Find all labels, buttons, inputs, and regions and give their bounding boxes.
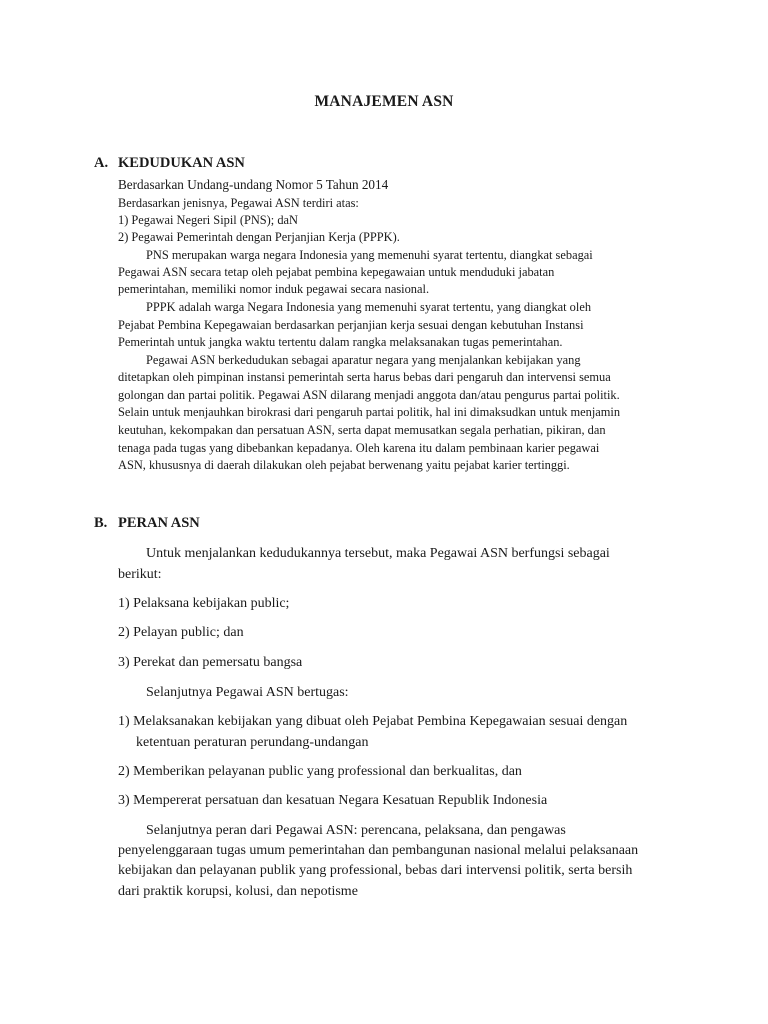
section-b-line: Selanjutnya peran dari Pegawai ASN: perencana, pelaksana, dan pengawas bbox=[146, 823, 566, 838]
section-b-list-item: 1) Melaksanakan kebijakan yang dibuat oleh Pejabat Pembina Kepegawaian sesuai dengan bbox=[118, 714, 628, 729]
section-a-line: keutuhan, kekompakan dan persatuan ASN, serta dapat memusatkan segala perhatian, pikiran, dan bbox=[118, 423, 606, 437]
section-b-line: penyelenggaraan tugas umum pemerintahan dan pembangunan nasional melalui pelaksanaan bbox=[118, 843, 639, 858]
section-a-line: Berdasarkan Undang-undang Nomor 5 Tahun 2014 bbox=[118, 177, 389, 192]
section-a-line: tenaga pada tugas yang dibebankan kepadanya. Oleh karena itu dalam pembinaan karier pegawai bbox=[118, 441, 600, 455]
section-a-line: Pegawai ASN berkedudukan sebagai aparatur negara yang menjalankan kebijakan yang bbox=[146, 353, 581, 367]
section-a-line: 1) Pegawai Negeri Sipil (PNS); daN bbox=[118, 213, 298, 227]
section-b-list-item: 1) Pelaksana kebijakan public; bbox=[118, 596, 290, 611]
section-a-line: 2) Pegawai Pemerintah dengan Perjanjian Kerja (PPPK). bbox=[118, 230, 400, 244]
section-b-number: B. bbox=[94, 515, 108, 531]
section-a-line: golongan dan partai politik. Pegawai ASN dilarang menjadi anggota dan/atau pengurus partai politik. bbox=[118, 388, 620, 402]
section-a-line: pemerintahan, memiliki nomor induk pegawai secara nasional. bbox=[118, 282, 430, 296]
section-b-line: berikut: bbox=[118, 567, 162, 582]
section-b-list-item: 2) Memberikan pelayanan public yang professional dan berkualitas, dan bbox=[118, 764, 522, 779]
section-b-line: kebijakan dan pelayanan publik yang professional, bebas dari intervensi politik, serta bersih bbox=[118, 863, 633, 878]
section-b-list-item: 3) Perekat dan pemersatu bangsa bbox=[118, 655, 303, 670]
section-b-list-item: ketentuan peraturan perundang-undangan bbox=[136, 735, 369, 750]
section-b-line: Selanjutnya Pegawai ASN bertugas: bbox=[146, 685, 349, 700]
section-a-line: ASN, khususnya di daerah dilakukan oleh pejabat berwenang yaitu pejabat karier tertinggi. bbox=[118, 458, 570, 472]
section-b-list-item: 3) Mempererat persatuan dan kesatuan Negara Kesatuan Republik Indonesia bbox=[118, 793, 548, 808]
section-b-line: Untuk menjalankan kedudukannya tersebut, maka Pegawai ASN berfungsi sebagai bbox=[146, 546, 610, 561]
section-a-line: ditetapkan oleh pimpinan instansi pemerintah serta harus bebas dari pengaruh dan intervensi semua bbox=[118, 370, 611, 384]
section-b-title: PERAN ASN bbox=[118, 515, 200, 531]
section-a-line: PNS merupakan warga negara Indonesia yang memenuhi syarat tertentu, diangkat sebagai bbox=[146, 248, 593, 262]
section-a-line: Selain untuk menjauhkan birokrasi dari pengaruh partai politik, hal ini dimaksudkan untuk menjamin bbox=[118, 405, 621, 419]
section-a-line: Pemerintah untuk jangka waktu tertentu dalam rangka melaksanakan tugas pemerintahan. bbox=[118, 335, 563, 349]
section-b-line: dari praktik korupsi, kolusi, dan nepotisme bbox=[118, 884, 358, 899]
document-title: MANAJEMEN ASN bbox=[314, 93, 454, 110]
section-a-line: Pegawai ASN secara tetap oleh pejabat pembina kepegawaian untuk menduduki jabatan bbox=[118, 265, 555, 279]
section-a-number: A. bbox=[94, 155, 109, 171]
section-a-title: KEDUDUKAN ASN bbox=[118, 155, 245, 171]
section-a-heading bbox=[94, 155, 245, 172]
section-a-line: Pejabat Pembina Kepegawaian berdasarkan perjanjian kerja sesuai dengan kebutuhan Instansi bbox=[118, 318, 584, 332]
section-b-heading bbox=[94, 515, 200, 532]
section-a-line: PPPK adalah warga Negara Indonesia yang memenuhi syarat tertentu, yang diangkat oleh bbox=[146, 300, 592, 314]
section-a-line: Berdasarkan jenisnya, Pegawai ASN terdiri atas: bbox=[118, 196, 359, 210]
section-b-list-item: 2) Pelayan public; dan bbox=[118, 625, 244, 640]
